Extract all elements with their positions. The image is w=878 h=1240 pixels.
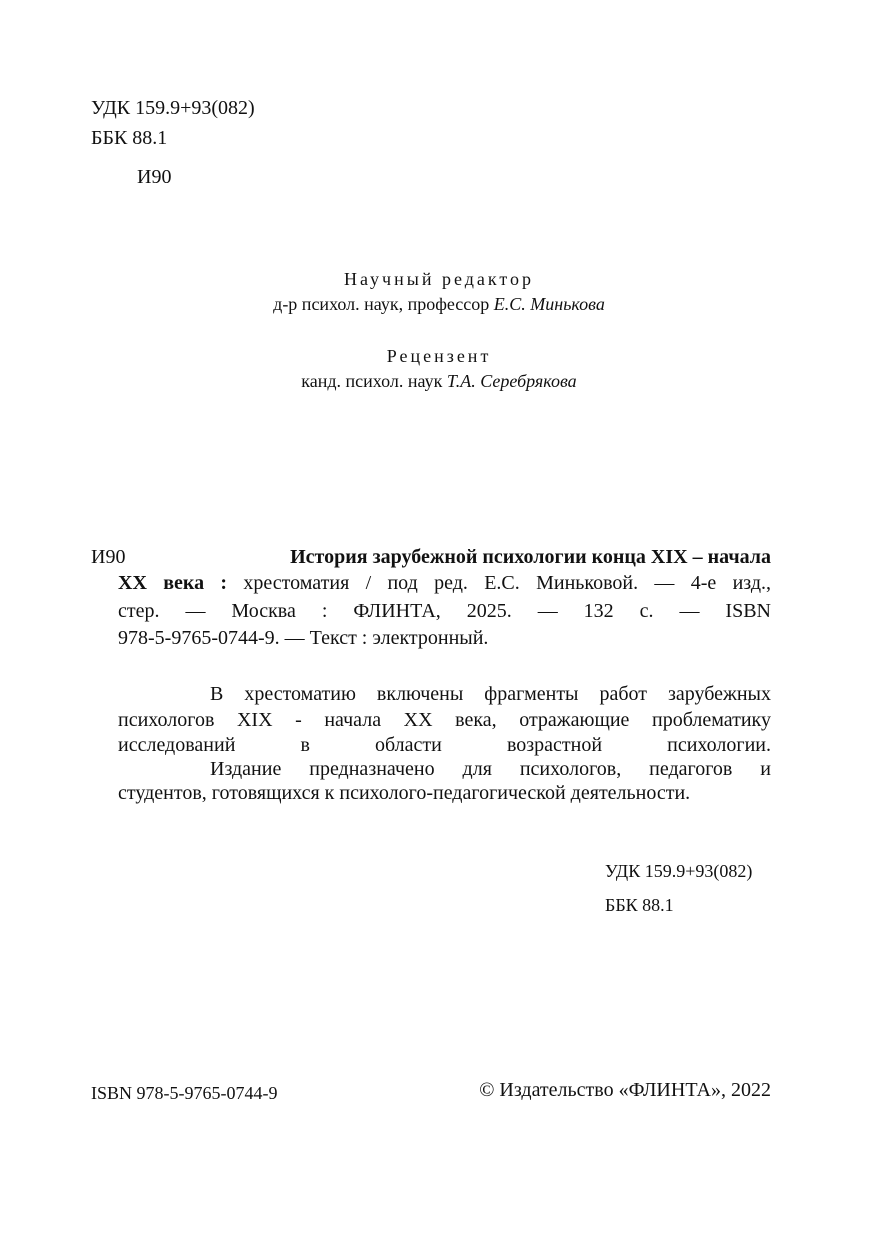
editor-heading: Научный редактор	[343, 269, 535, 289]
bbk-code-bottom: ББК 88.1	[605, 895, 674, 915]
abstract-line4: Издание предназначено для психологов, педагогов и	[210, 758, 771, 780]
udk-code: УДК 159.9+93(082)	[91, 97, 255, 119]
record-author-sign: И90	[91, 546, 126, 568]
record-description: хрестоматия / под ред. Е.С. Миньковой. — 4-е изд.,	[243, 572, 772, 594]
isbn: ISBN 978-5-9765-0744-9	[91, 1083, 278, 1103]
abstract-line2: психологов XIX - начала XX века, отражающие проблематику	[118, 709, 771, 731]
reviewer-credentials: канд. психол. наук	[301, 371, 443, 391]
record-line2	[118, 570, 771, 596]
bbk-code: ББК 88.1	[91, 127, 168, 149]
copyright: © Издательство «ФЛИНТА», 2022	[479, 1079, 771, 1101]
abstract-line3: исследований в области возрастной психологии.	[118, 734, 771, 756]
reviewer-line	[0, 370, 878, 392]
author-sign: И90	[137, 166, 172, 188]
record-title-line1: История зарубежной психологии конца XIX – начала	[290, 546, 771, 568]
abstract-line5: студентов, готовящихся к психолого-педагогической деятельности.	[118, 782, 691, 804]
editor-line	[0, 293, 878, 315]
record-line3: стер. — Москва : ФЛИНТА, 2025. — 132 с. — ISBN	[118, 600, 771, 622]
reviewer-heading: Рецензент	[386, 346, 492, 366]
editor-name: Е.С. Минькова	[493, 294, 605, 314]
abstract-line1: В хрестоматию включены фрагменты работ зарубежных	[210, 683, 771, 705]
record-line4: 978-5-9765-0744-9. — Текст : электронный.	[118, 627, 489, 649]
udk-code-bottom: УДК 159.9+93(082)	[605, 861, 753, 881]
record-title-line2: XX века :	[118, 572, 228, 594]
reviewer-name: Т.А. Серебрякова	[446, 371, 577, 391]
editor-credentials: д-р психол. наук, профессор	[273, 294, 490, 314]
